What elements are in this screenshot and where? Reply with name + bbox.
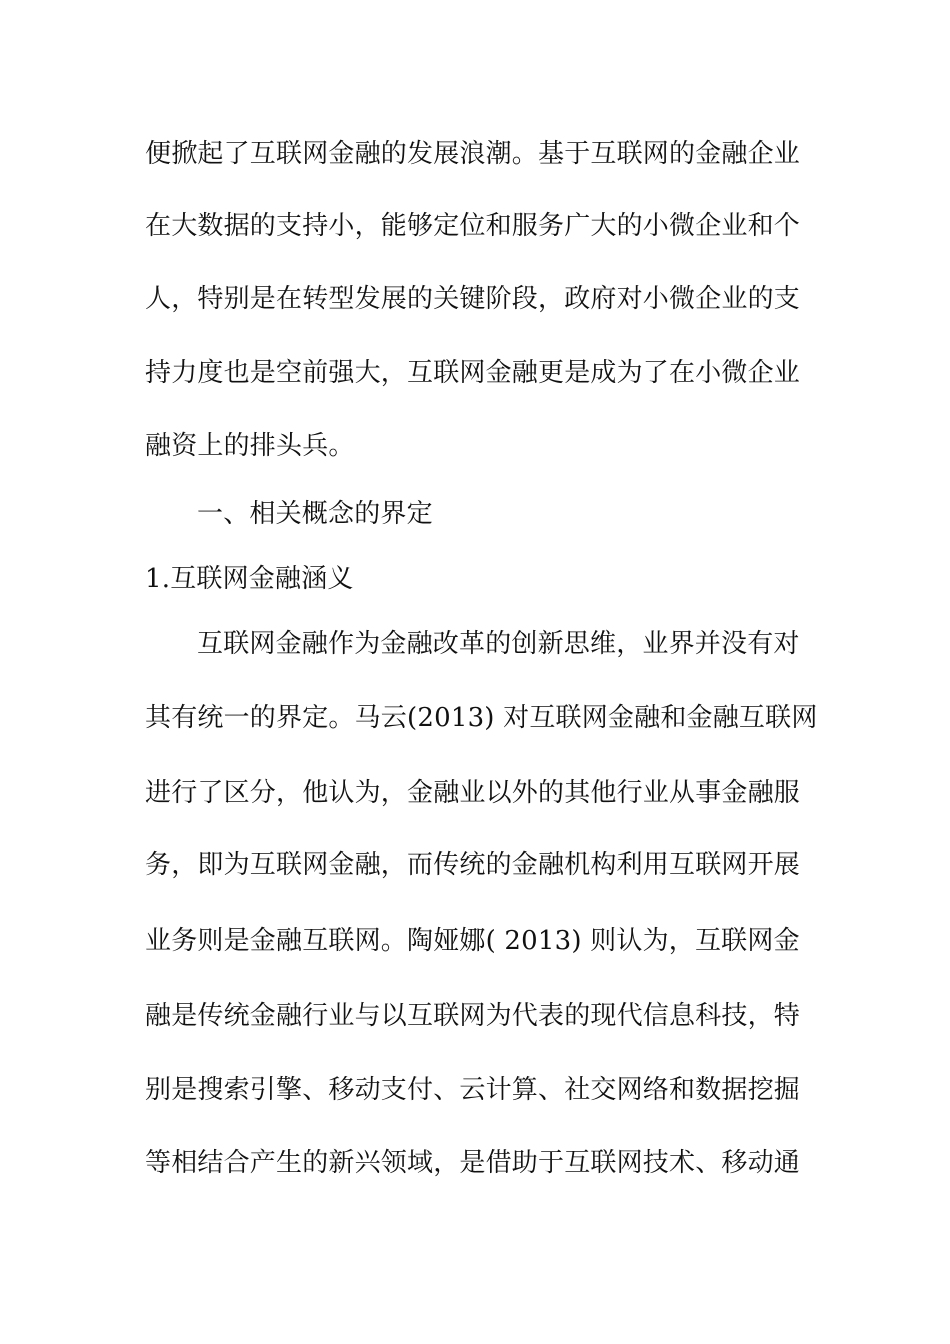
paragraph-1-line-4: 持力度也是空前强大，互联网金融更是成为了在小微企业 xyxy=(145,358,801,388)
paragraph-2-line-2: 其有统一的界定。马云(2013) 对互联网金融和金融互联网 xyxy=(145,703,818,733)
subsection-heading: 1.互联网金融涵义 xyxy=(145,564,354,594)
paragraph-2-line-3: 进行了区分，他认为，金融业以外的其他行业从事金融服 xyxy=(145,778,801,808)
section-heading: 一、相关概念的界定 xyxy=(197,499,433,529)
paragraph-2-line-7: 别是搜索引擎、移动支付、云计算、社交网络和数据挖掘 xyxy=(145,1075,801,1105)
paragraph-2-line-1: 互联网金融作为金融改革的创新思维，业界并没有对 xyxy=(197,629,800,659)
paragraph-1-line-2: 在大数据的支持小，能够定位和服务广大的小微企业和个 xyxy=(145,211,801,241)
paragraph-1-line-1: 便掀起了互联网金融的发展浪潮。基于互联网的金融企业 xyxy=(145,139,801,169)
paragraph-2-line-8: 等相结合产生的新兴领域，是借助于互联网技术、移动通 xyxy=(145,1148,801,1178)
paragraph-2-line-5: 业务则是金融互联网。陶娅娜( 2013) 则认为，互联网金 xyxy=(145,926,800,956)
paragraph-2-line-6: 融是传统金融行业与以互联网为代表的现代信息科技，特 xyxy=(145,1001,801,1031)
paragraph-1-line-3: 人，特别是在转型发展的关键阶段，政府对小微企业的支 xyxy=(145,284,801,314)
paragraph-1-line-5: 融资上的排头兵。 xyxy=(145,431,355,461)
paragraph-2-line-4: 务，即为互联网金融，而传统的金融机构利用互联网开展 xyxy=(145,850,801,880)
